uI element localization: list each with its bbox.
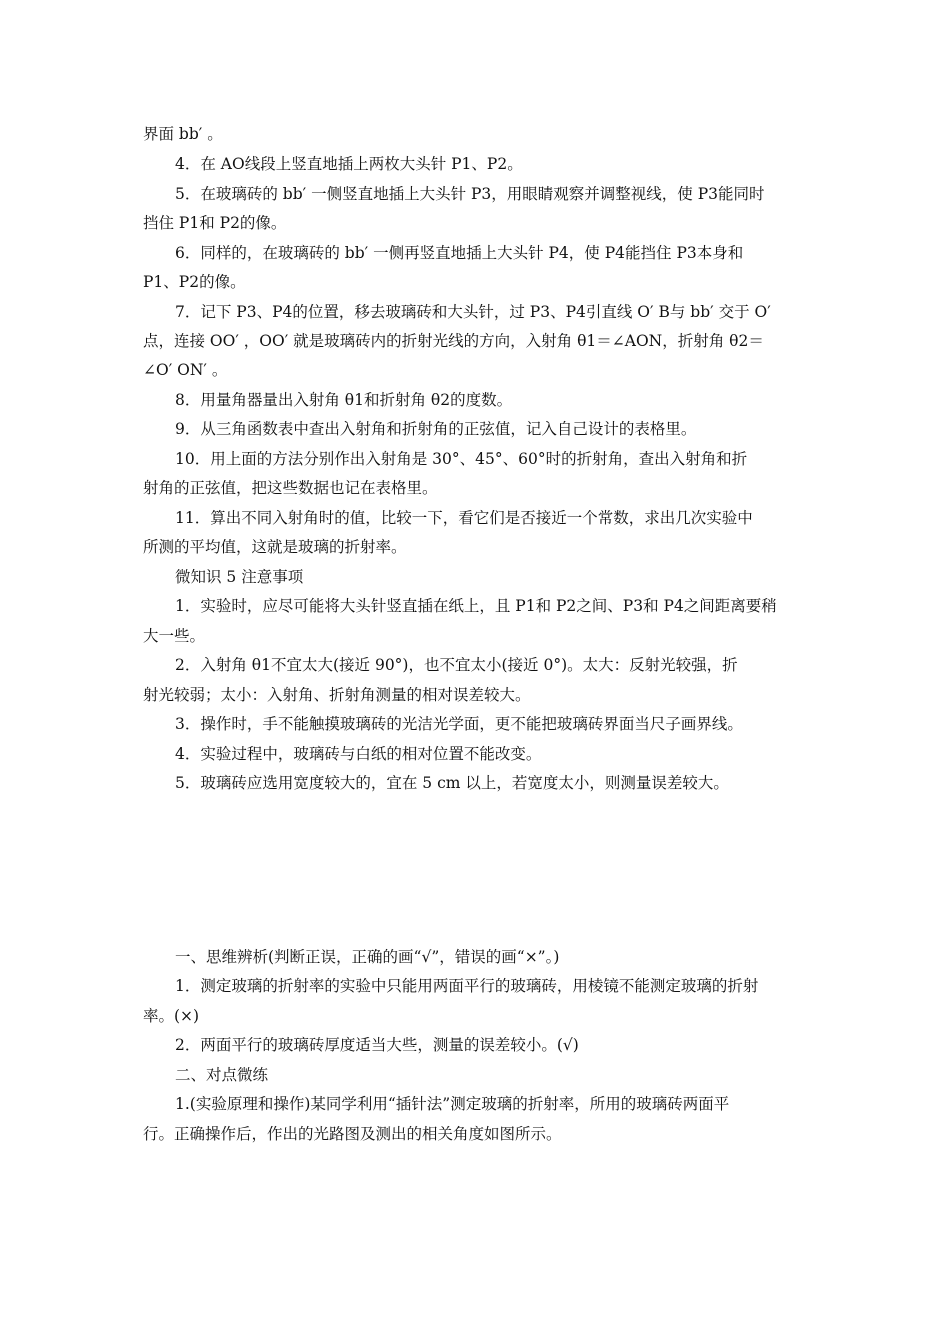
step-11: 11．算出不同入射角时的值，比较一下，看它们是否接近一个常数，求出几次实验中 — [175, 509, 753, 527]
note-2-cont: 射光较弱；太小：入射角、折射角测量的相对误差较大。 — [143, 686, 531, 704]
step-7-cont2: ∠O′ ON′ 。 — [143, 361, 228, 379]
step-9: 9．从三角函数表中查出入射角和折射角的正弦值，记入自己设计的表格里。 — [175, 420, 697, 438]
note-1-cont: 大一些。 — [143, 627, 206, 645]
step-5: 5．在玻璃砖的 bb′ 一侧竖直地插上大头针 P3，用眼睛观察并调整视线，使 P3能同时 — [175, 185, 765, 203]
step-8: 8．用量角器量出入射角 θ1和折射角 θ2的度数。 — [175, 391, 513, 409]
step-10: 10．用上面的方法分别作出入射角是 30°、45°、60°时的折射角，查出入射角和折 — [175, 450, 748, 468]
step-11-cont: 所测的平均值，这就是玻璃的折射率。 — [143, 538, 407, 556]
judge-item-2: 2．两面平行的玻璃砖厚度适当大些，测量的误差较小。(√) — [175, 1036, 579, 1054]
step-7: 7．记下 P3、P4的位置，移去玻璃砖和大头针，过 P3、P4引直线 O′ B与 bb′ 交于 O′ — [175, 303, 771, 321]
note-4: 4．实验过程中，玻璃砖与白纸的相对位置不能改变。 — [175, 745, 542, 763]
note-1: 1．实验时，应尽可能将大头针竖直插在纸上，且 P1和 P2之间、P3和 P4之间距离要稍 — [175, 597, 777, 615]
step-7-cont: 点，连接 OO′ ，OO′ 就是玻璃砖内的折射光线的方向，入射角 θ1＝∠AON，折射角 θ2＝ — [143, 332, 764, 350]
text-line: 界面 bb′ 。 — [143, 125, 223, 143]
note-5: 5．玻璃砖应选用宽度较大的，宜在 5 cm 以上，若宽度太小，则测量误差较大。 — [175, 774, 729, 792]
notes-heading: 微知识 5 注意事项 — [175, 568, 304, 586]
step-4: 4．在 AO线段上竖直地插上两枚大头针 P1、P2。 — [175, 155, 523, 173]
exercise-heading-2: 二、对点微练 — [175, 1066, 269, 1084]
step-5-cont: 挡住 P1和 P2的像。 — [143, 214, 287, 232]
exercise-heading-1: 一、思维辨析(判断正误，正确的画“√”，错误的画“×”。) — [175, 948, 560, 966]
note-3: 3．操作时，手不能触摸玻璃砖的光洁光学面，更不能把玻璃砖界面当尺子画界线。 — [175, 715, 743, 733]
step-10-cont: 射角的正弦值，把这些数据也记在表格里。 — [143, 479, 438, 497]
judge-item-1-cont: 率。(×) — [143, 1007, 200, 1025]
practice-item-1: 1.(实验原理和操作)某同学利用“插针法”测定玻璃的折射率，所用的玻璃砖两面平 — [175, 1095, 730, 1113]
judge-item-1: 1．测定玻璃的折射率的实验中只能用两面平行的玻璃砖，用棱镜不能测定玻璃的折射 — [175, 977, 759, 995]
note-2: 2．入射角 θ1不宜太大(接近 90°)，也不宜太小(接近 0°)。太大：反射光较强，折 — [175, 656, 738, 674]
step-6: 6．同样的，在玻璃砖的 bb′ 一侧再竖直地插上大头针 P4，使 P4能挡住 P3本身和 — [175, 244, 744, 262]
practice-item-1-cont: 行。正确操作后，作出的光路图及测出的相关角度如图所示。 — [143, 1125, 562, 1143]
step-6-cont: P1、P2的像。 — [143, 273, 246, 291]
